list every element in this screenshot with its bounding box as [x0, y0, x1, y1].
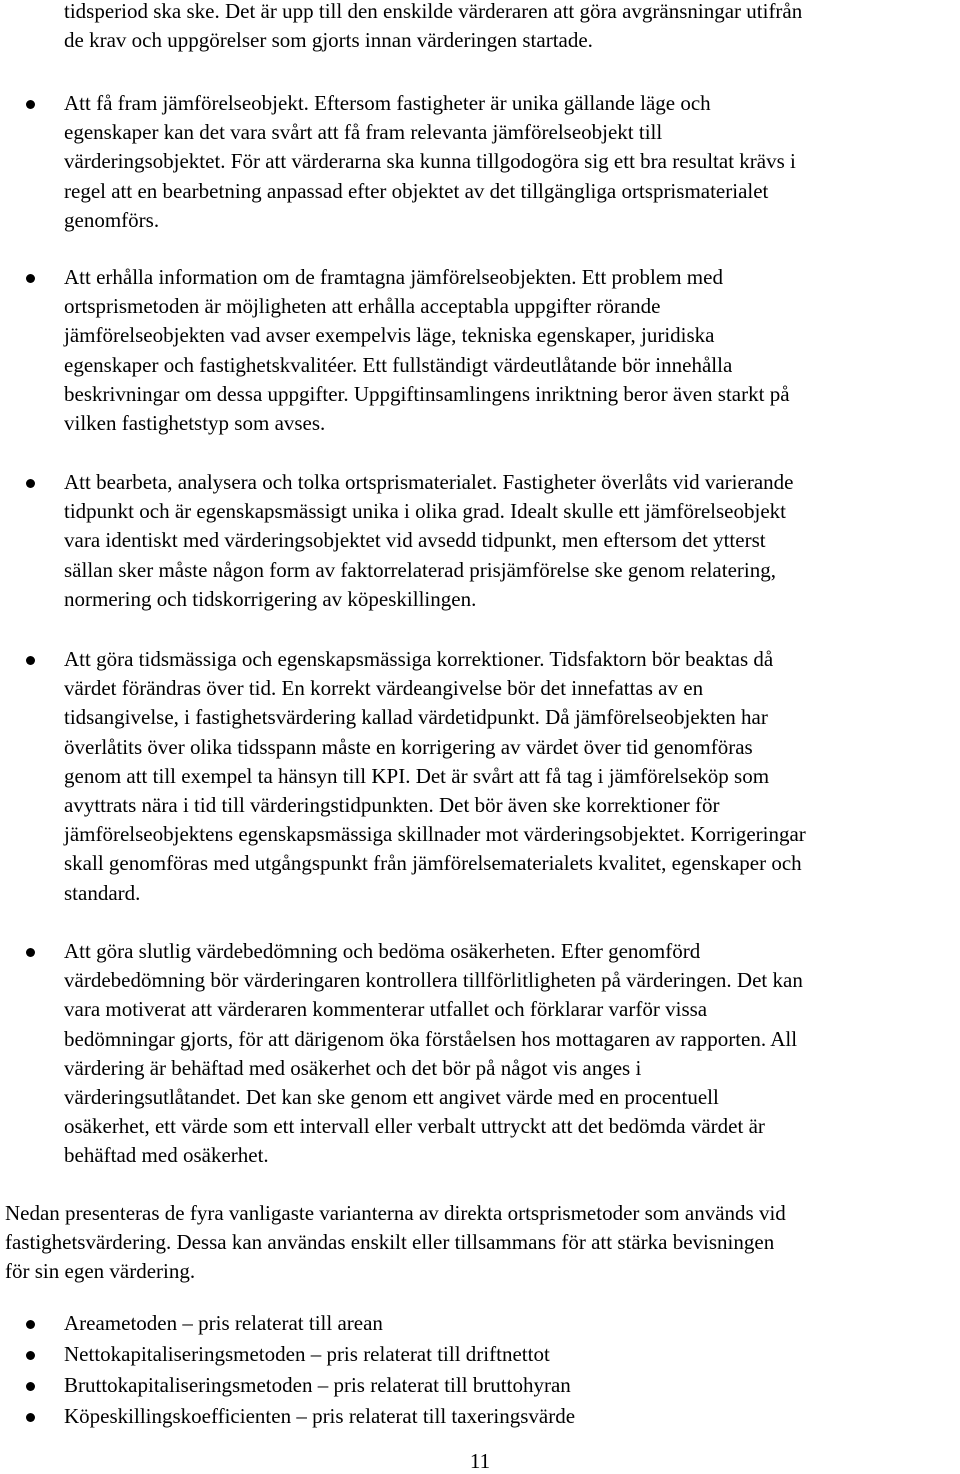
bullet-icon: [26, 479, 35, 488]
bullet-text: Att göra tidsmässiga och egenskapsmässiga korrektioner. Tidsfaktorn bör beaktas då värdet förändras över tid. En korrekt värdeangivelse bör det innefattas av en tidsangivelse, i fastighetsvärdering kallad värdetidpunkt. Då jämförelseobjekten har överlåtits över olika tidsspann måste en korrigering av värdet över tid genomföras genom att till exempel ta hänsyn till KPI. Det är svårt att få tag i jämförelseköp som avyttrats nära i tid till värderingstidpunkten. Det bör även ske korrektioner för jämförelseobjektens egenskapsmässiga skillnader mot värderingsobjektet. Korrigeringar skall genomföras med utgångspunkt från jämförelsematerialets kvalitet, egenskaper och standard.: [64, 647, 806, 905]
bullet-text: Att göra slutlig värdebedömning och bedöma osäkerheten. Efter genomförd värdebedömning bör värderingaren kontrollera tillförlitligheten på värderingen. Det kan vara motiverat att värderaren kommenterar utfallet och förklarar varför vissa bedömningar gjorts, för att därigenom öka förståelsen hos mottagaren av rapporten. All värdering är behäftad med osäkerhet och det bör på något vis anges i värderingsutlåtandet. Det kan ske genom ett angivet värde med en procentuell osäkerhet, ett värde som ett intervall eller verbalt uttryckt att det bedömda värdet är behäftad med osäkerhet.: [64, 939, 803, 1168]
intro-continuation-text: tidsperiod ska ske. Det är upp till den enskilde värderaren att göra avgränsningar utifrån de krav och uppgörelser som gjorts innan värderingen startade.: [64, 0, 803, 53]
list-item-text: Nettokapitaliseringsmetoden – pris relaterat till driftnettot: [64, 1342, 550, 1366]
list-item-text: Köpeskillingskoefficienten – pris relaterat till taxeringsvärde: [64, 1404, 576, 1428]
bullet-icon: [26, 1382, 35, 1391]
bullet-icon: [26, 1320, 35, 1329]
page-number: 11: [469, 1449, 491, 1473]
bullet-icon: [26, 1413, 35, 1422]
bullet-icon: [26, 656, 35, 665]
list-item: [0, 1309, 960, 1340]
list-item: [0, 1402, 960, 1433]
list-item: [0, 1371, 960, 1402]
bullet-icon: [26, 274, 35, 283]
list-item-text: Areametoden – pris relaterat till arean: [64, 1311, 383, 1335]
bullet-icon: [26, 1351, 35, 1360]
bullet-icon: [26, 100, 35, 109]
list-item: [0, 1340, 960, 1371]
bullet-text: Att bearbeta, analysera och tolka ortsprismaterialet. Fastigheter överlåts vid varierande tidpunkt och är egenskapsmässigt unika i olika grad. Idealt skulle ett jämförelseobjekt vara identiskt med värderingsobjektet vid avsedd tidpunkt, men eftersom det ytterst sällan sker måste någon form av faktorrelaterad prisjämförelse ske genom relatering, normering och tidskorrigering av köpeskillingen.: [64, 470, 794, 611]
body-paragraph: Nedan presenteras de fyra vanligaste varianterna av direkta ortsprismetoder som används vid fastighetsvärdering. Dessa kan användas enskilt eller tillsammans för att stärka bevisningen för sin egen värdering.: [5, 1201, 786, 1284]
bullet-icon: [26, 948, 35, 957]
bullet-text: Att få fram jämförelseobjekt. Eftersom fastigheter är unika gällande läge och egenskaper kan det vara svårt att få fram relevanta jämförelseobjekt till värderingsobjektet. För att värderarna ska kunna tillgodogöra sig ett bra resultat krävs i regel att en bearbetning anpassad efter objektet av det tillgängliga ortsprismaterialet genomförs.: [64, 91, 796, 232]
list-item-text: Bruttokapitaliseringsmetoden – pris relaterat till bruttohyran: [64, 1373, 571, 1397]
bullet-text: Att erhålla information om de framtagna jämförelseobjekten. Ett problem med ortsprismetoden är möjligheten att erhålla acceptabla uppgifter rörande jämförelseobjekten vad avser exempelvis läge, tekniska egenskaper, juridiska egenskaper och fastighetskvalitéer. Ett fullständigt värdeutlåtande bör innehålla beskrivningar om dessa uppgifter. Uppgiftinsamlingens inriktning beror även starkt på vilken fastighetstyp som avses.: [64, 265, 790, 436]
